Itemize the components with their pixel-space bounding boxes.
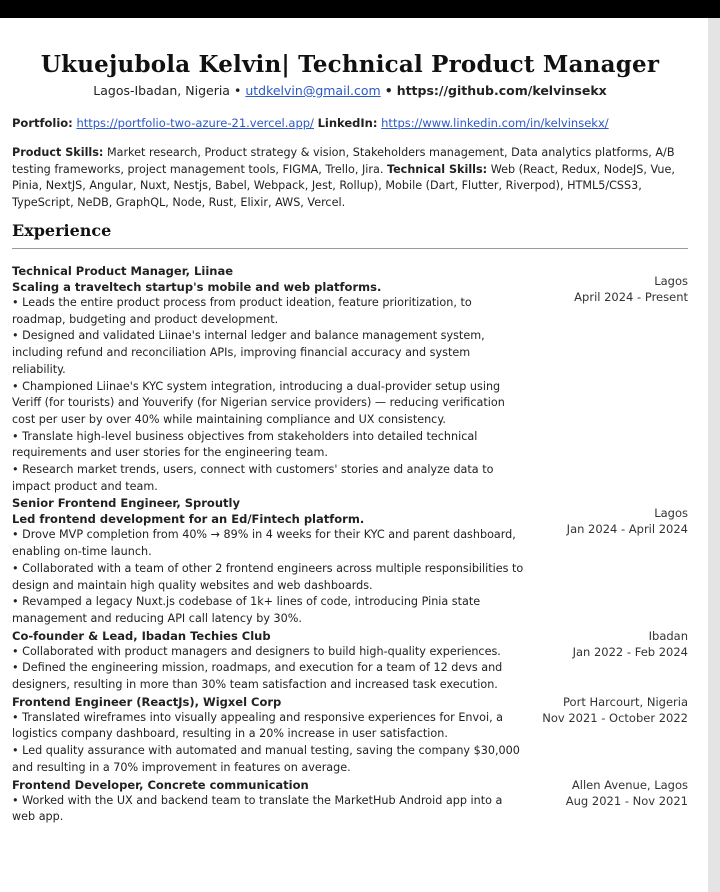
product-skills-text: Market research, Product strategy & vision, Stakeholders management, Data analytics platforms, A/B testing frameworks, project management tools, FIGMA, Trello, Jira.: [12, 146, 675, 176]
job-bullet: • Designed and validated Liinae's internal ledger and balance management system, including refund and reconciliation APIs, improving financial accuracy and system reliability.: [12, 329, 485, 376]
job-location: Ibadan: [648, 628, 688, 643]
portfolio-label: Portfolio:: [12, 116, 73, 130]
job-meta: [573, 628, 688, 660]
job-entry: [12, 263, 688, 495]
job-meta: [567, 505, 688, 537]
separator-dot: •: [233, 83, 242, 98]
job-subtitle: Scaling a traveltech startup's mobile and web platforms.: [12, 280, 382, 294]
job-title: Senior Frontend Engineer, Sproutly: [12, 496, 240, 511]
linkedin-link[interactable]: https://www.linkedin.com/in/kelvinsekx/: [381, 116, 609, 130]
job-bullet: • Collaborated with product managers and designers to build high-quality experiences.: [12, 644, 501, 658]
job-location: Lagos: [654, 274, 688, 288]
job-title: Frontend Developer, Concrete communication: [12, 777, 309, 792]
job-entry: [12, 495, 688, 627]
job-meta: [542, 694, 688, 726]
job-meta: [566, 777, 688, 809]
job-dates: Aug 2021 - Nov 2021: [565, 793, 688, 808]
job-bullet: • Translated wireframes into visually appealing and responsive experiences for Envoi, a logistics company dashboard, resulting in a 20% increase in user satisfaction.: [12, 710, 504, 741]
job-bullet: • Revamped a legacy Nuxt.js codebase of 1k+ lines of code, introducing Pinia state management and reducing API call latency by 30%.: [12, 595, 481, 625]
job-title: Frontend Engineer (ReactJs), Wigxel Corp: [12, 694, 282, 709]
job-bullet: • Collaborated with a team of other 2 frontend engineers across multiple responsibilities to design and maintain high quality websites and web dashboards.: [12, 561, 524, 592]
scroll-edge: [708, 18, 720, 892]
job-meta: [574, 273, 688, 305]
job-entry: [12, 694, 688, 777]
product-skills-label: Product Skills:: [12, 146, 104, 159]
technical-skills-text: Web (React, Redux, NodeJS, Vue, Pinia, NextJS, Angular, Nuxt, Nestjs, Babel, Webpack, Jest, Rollup), Mobile (Dart, Flutter, Riverpod), HTML5/CSS3, TypeScript, NeDB, GraphQL, Node, Rust, Elixir, AWS, Vercel.: [12, 162, 675, 209]
job-location: Port Harcourt, Nigeria: [563, 694, 688, 709]
skills-paragraph: [12, 145, 688, 211]
job-dates: Nov 2021 - October 2022: [542, 710, 688, 725]
job-entry: [12, 777, 688, 826]
job-subtitle: Led frontend development for an Ed/Fintech platform.: [12, 512, 365, 527]
job-dates: Jan 2022 - Feb 2024: [572, 644, 688, 659]
job-dates: Jan 2024 - April 2024: [566, 522, 688, 537]
job-location: Allen Avenue, Lagos: [571, 777, 688, 792]
job-title: Technical Product Manager, Liinae: [12, 264, 234, 278]
job-bullet: • Translate high-level business objectives from stakeholders into detailed technical requirements and user stories for the engineering team.: [12, 429, 478, 460]
job-bullet: • Defined the engineering mission, roadmaps, and execution for a team of 12 devs and designers, resulting in more than 30% team satisfaction and increased task execution.: [12, 661, 503, 692]
experience-list: [12, 263, 688, 826]
job-dates: April 2024 - Present: [574, 290, 688, 304]
portfolio-linkedin-line: [12, 116, 688, 131]
portfolio-link[interactable]: https://portfolio-two-azure-21.vercel.app/: [76, 116, 314, 130]
separator-dot: •: [384, 83, 393, 98]
linkedin-label: LinkedIn:: [317, 116, 378, 130]
top-black-bar: [0, 0, 720, 18]
job-title: Co-founder & Lead, Ibadan Techies Club: [12, 628, 271, 643]
job-bullet: • Research market trends, users, connect with customers' stories and analyze data to impact product and team.: [12, 463, 494, 493]
experience-heading: Experience: [12, 221, 112, 240]
job-bullet: • Drove MVP completion from 40% → 89% in 4 weeks for their KYC and parent dashboard, enabling on-time launch.: [12, 528, 516, 559]
contact-line: [12, 83, 688, 98]
job-location: Lagos: [654, 506, 688, 521]
resume-content: [12, 18, 688, 826]
email-link[interactable]: utdkelvin@gmail.com: [245, 83, 381, 98]
resume-name-title: Ukuejubola Kelvin| Technical Product Manager: [40, 51, 660, 78]
resume-page: [0, 18, 708, 892]
job-bullet: • Worked with the UX and backend team to translate the MarketHub Android app into a web app.: [12, 793, 503, 824]
section-divider: [12, 248, 688, 249]
job-bullet: • Leads the entire product process from product ideation, feature prioritization, to roadmap, budgeting and product development.: [12, 296, 472, 326]
job-bullet: • Championed Liinae's KYC system integration, introducing a dual-provider setup using Veriff (for tourists) and Youverify (for Nigerian service providers) — reducing verification cost per user by over 40% while maintaining compliance and UX consistency.: [12, 379, 505, 426]
job-bullet: • Led quality assurance with automated and manual testing, saving the company $30,000 and resulting in a 70% improvement in features on average.: [12, 744, 520, 774]
technical-skills-label: Technical Skills:: [386, 162, 488, 176]
job-entry: [12, 628, 688, 694]
location-text: Lagos-Ibadan, Nigeria: [93, 83, 230, 98]
github-link[interactable]: https://github.com/kelvinsekx: [396, 83, 607, 98]
